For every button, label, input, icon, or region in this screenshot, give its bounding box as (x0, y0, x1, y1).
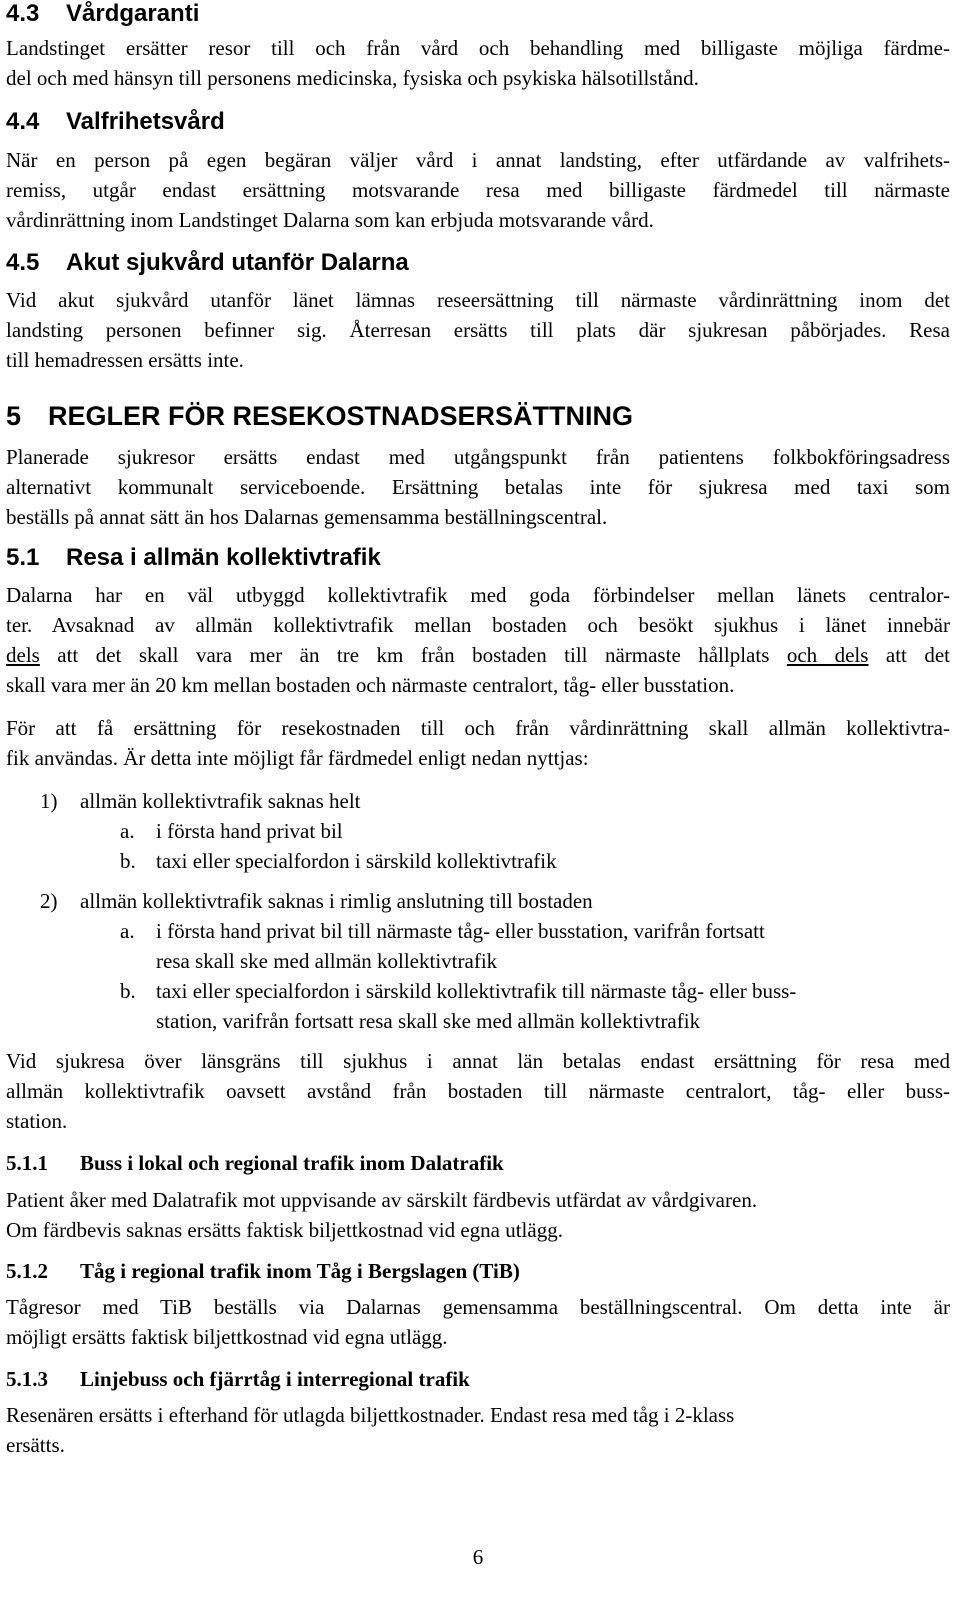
body-line: till hemadressen ersätts inte. (6, 348, 244, 372)
subsection-title: Buss i lokal och regional trafik inom Dalatrafik (80, 1151, 504, 1175)
body-line: vårdinrättning inom Landstinget Dalarna som kan erbjuda motsvarande vård. (6, 208, 654, 232)
subsection-number: 5.1.2 (6, 1259, 48, 1283)
section-heading (6, 108, 225, 136)
body-line: För att få ersättning för resekostnaden till och från vårdinrättning skall allmän kollektivtra- (6, 716, 950, 740)
list-item-text (6, 786, 950, 816)
subsection-number: 5.1.3 (6, 1367, 48, 1391)
subsection-number: 5.1.1 (6, 1151, 48, 1175)
list-text: i första hand privat bil (156, 819, 343, 843)
section-5-1-para-1 (6, 580, 950, 700)
section-4-5-body (6, 285, 950, 375)
list-marker: a. (120, 819, 135, 843)
section-5-body (6, 442, 950, 532)
list-text: resa skall ske med allmän kollektivtrafik (156, 949, 498, 973)
list-text: station, varifrån fortsatt resa skall ske med allmän kollektivtrafik (156, 1009, 701, 1033)
section-title: Vårdgaranti (66, 0, 200, 27)
section-number: 4.5 (6, 249, 40, 276)
body-line: möjligt ersätts faktisk biljettkostnad vid egna utlägg. (6, 1325, 448, 1349)
list-marker: 2) (40, 889, 58, 913)
sub-list-item (6, 846, 950, 876)
list-item-text (6, 886, 950, 916)
chapter-heading (6, 400, 633, 432)
chapter-number: 5 (6, 401, 22, 431)
list-marker: a. (120, 919, 135, 943)
body-line: station. (6, 1109, 68, 1133)
list-text: i första hand privat bil till närmaste tåg- eller busstation, varifrån fortsatt (156, 919, 765, 943)
section-heading (6, 249, 409, 277)
section-title: Akut sjukvård utanför Dalarna (66, 249, 409, 276)
body-line: Patient åker med Dalatrafik mot uppvisande av särskilt färdbevis utfärdat av vårdgivaren. (6, 1188, 758, 1212)
section-4-5 (6, 249, 409, 277)
list-text: taxi eller specialfordon i särskild kollektivtrafik (156, 849, 557, 873)
section-number: 4.4 (6, 108, 40, 135)
section-4-4 (6, 108, 225, 136)
subsection-title: Tåg i regional trafik inom Tåg i Bergslagen (TiB) (80, 1259, 520, 1283)
section-heading (6, 544, 381, 572)
body-line: Vid akut sjukvård utanför länet lämnas reseersättning till närmaste vårdinrättning inom det (6, 288, 950, 312)
list-text: allmän kollektivtrafik saknas helt (80, 789, 361, 813)
subsection-heading (6, 1150, 504, 1176)
section-heading (6, 0, 199, 28)
list-item (6, 786, 950, 876)
body-line: fik användas. Är detta inte möjligt får färdmedel enligt nedan nyttjas: (6, 746, 589, 770)
subsection-heading (6, 1258, 520, 1284)
body-line: remiss, utgår endast ersättning motsvarande resa med billigaste färdmedel till närmaste (6, 178, 950, 202)
section-5-1 (6, 544, 381, 572)
section-4-3 (6, 0, 199, 28)
body-line: skall vara mer än 20 km mellan bostaden och närmaste centralort, tåg- eller busstation. (6, 673, 735, 697)
body-line: Planerade sjukresor ersätts endast med utgångspunkt från patientens folkbokföringsadress (6, 445, 950, 469)
body-line: del och med hänsyn till personens medicinska, fysiska och psykiska hälsotillstånd. (6, 66, 699, 90)
page-number: 6 (472, 1545, 484, 1569)
subsection-title: Linjebuss och fjärrtåg i interregional trafik (80, 1367, 470, 1391)
body-line: Tågresor med TiB beställs via Dalarnas gemensamma beställningscentral. Om detta inte är (6, 1295, 950, 1319)
section-5-1-1-body (6, 1185, 950, 1245)
section-title: Valfrihetsvård (66, 108, 225, 135)
subsection-heading (6, 1366, 470, 1392)
underlined-text: och dels (786, 643, 869, 667)
body-line: Dalarna har en väl utbyggd kollektivtrafik med goda förbindelser mellan länets centralor- (6, 583, 950, 607)
section-5-1-2-body (6, 1292, 950, 1352)
body-line (6, 640, 950, 670)
section-4-4-body (6, 145, 950, 235)
body-line: alternativt kommunalt serviceboende. Ersättning betalas inte för sjukresa med taxi som (6, 475, 950, 499)
inline-text: att det skall vara mer än tre km från bostaden till närmaste hållplats (39, 643, 787, 667)
section-5-1-3-body (6, 1400, 950, 1460)
body-line: ter. Avsaknad av allmän kollektivtrafik mellan bostaden och besökt sjukhus i länet innebär (6, 613, 950, 637)
body-line: Vid sjukresa över länsgräns till sjukhus i annat län betalas endast ersättning för resa med (6, 1049, 950, 1073)
chapter-title: REGLER FÖR RESEKOSTNADSERSÄTTNING (48, 401, 634, 431)
section-5-1-2 (6, 1258, 520, 1284)
section-5-1-para-2 (6, 713, 950, 773)
section-5-1-para-3 (6, 1046, 950, 1136)
body-line: Landstinget ersätter resor till och från vård och behandling med billigaste möjliga färdme- (6, 36, 950, 60)
section-number: 4.3 (6, 0, 40, 27)
body-line: ersätts. (6, 1433, 65, 1457)
body-line: landsting personen befinner sig. Återresan ersätts till plats där sjukresan påbörjades. Resa (6, 318, 950, 342)
sub-list-item (6, 916, 950, 976)
body-line: När en person på egen begäran väljer vård i annat landsting, efter utfärdande av valfrihets- (6, 148, 950, 172)
section-5-1-1 (6, 1150, 504, 1176)
body-line: allmän kollektivtrafik oavsett avstånd från bostaden till närmaste centralort, tåg- eller buss- (6, 1079, 950, 1103)
section-title: Resa i allmän kollektivtrafik (66, 544, 381, 571)
inline-text: att det (868, 643, 950, 667)
section-5-1-3 (6, 1366, 470, 1392)
list-marker: b. (120, 849, 136, 873)
list-text: allmän kollektivtrafik saknas i rimlig anslutning till bostaden (80, 889, 593, 913)
underlined-text: dels (6, 643, 40, 667)
section-number: 5.1 (6, 544, 40, 571)
list-marker: 1) (40, 789, 58, 813)
sub-list-item (6, 976, 950, 1036)
sub-list-item (6, 816, 950, 846)
body-line: beställs på annat sätt än hos Dalarnas gemensamma beställningscentral. (6, 505, 608, 529)
list-text: taxi eller specialfordon i särskild kollektivtrafik till närmaste tåg- eller buss- (156, 979, 797, 1003)
section-4-3-body (6, 33, 950, 93)
body-line: Om färdbevis saknas ersätts faktisk biljettkostnad vid egna utlägg. (6, 1218, 563, 1242)
section-5 (6, 400, 633, 432)
list-marker: b. (120, 979, 136, 1003)
list-item (6, 886, 950, 1036)
body-line: Resenären ersätts i efterhand för utlagda biljettkostnader. Endast resa med tåg i 2-klass (6, 1403, 735, 1427)
